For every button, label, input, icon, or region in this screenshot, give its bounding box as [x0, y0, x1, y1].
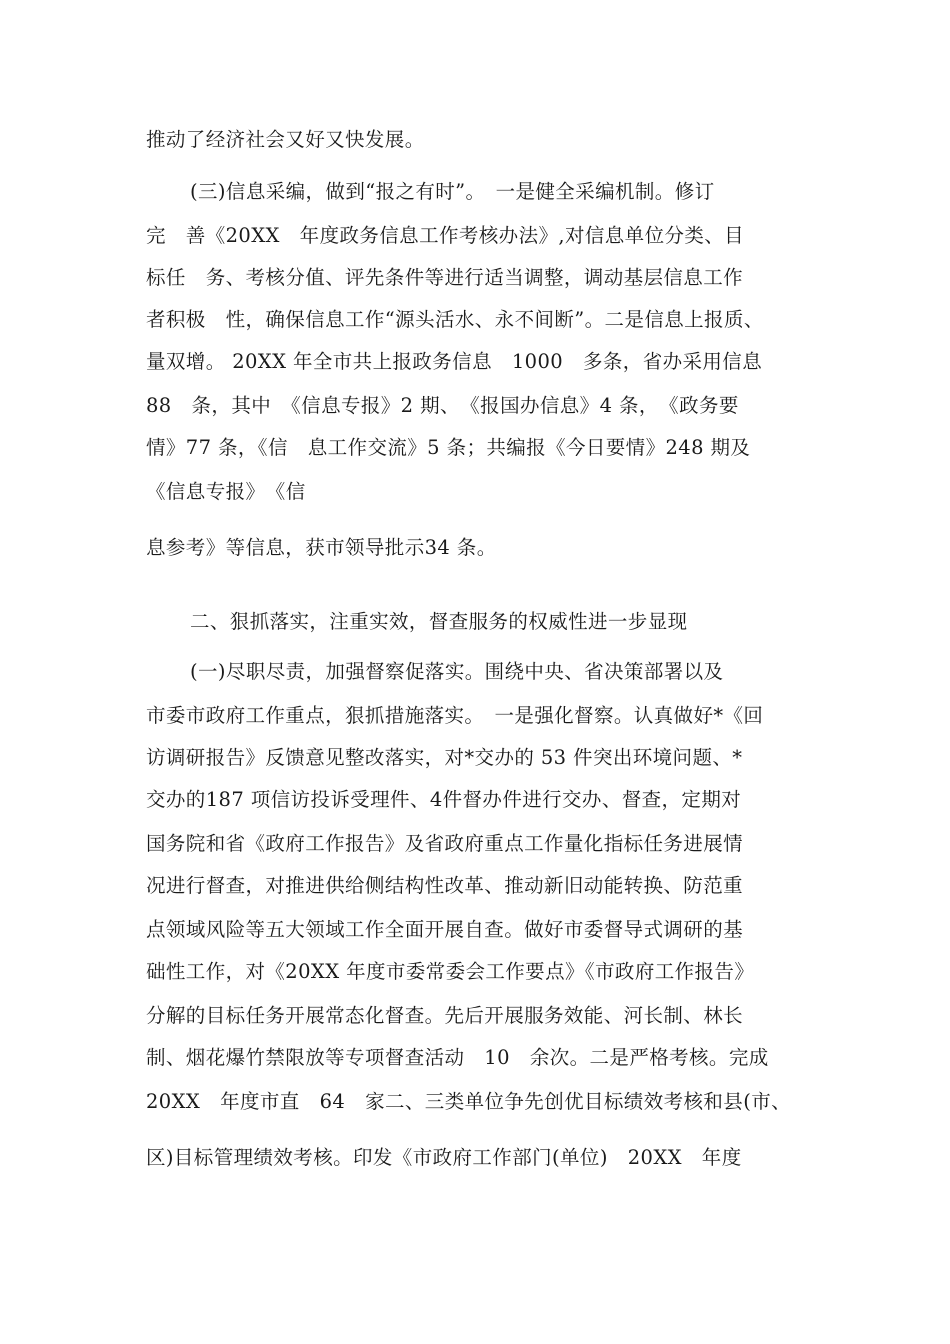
text-line: 制、烟花爆竹禁限放等专项督查活动 10 余次。二是严格考核。完成: [146, 1046, 769, 1069]
text-line: 20XX 年度市直 64 家二、三类单位争先创优目标绩效考核和县(市、: [146, 1090, 791, 1113]
text-line: 标任 务、考核分值、评先条件等进行适当调整，调动基层信息工作: [146, 266, 744, 289]
subsection-heading-1: (一)尽职尽责，加强督察促落实。围绕中央、省决策部署以及: [190, 660, 724, 683]
text-line: 者积极 性，确保信息工作“源头活水、永不间断”。二是信息上报质、: [146, 308, 764, 331]
section-heading-3: (三)信息采编，做到“报之有时”。 一是健全采编机制。修订: [190, 180, 715, 203]
text-line: 况进行督查，对推进供给侧结构性改革、推动新旧动能转换、防范重: [146, 874, 744, 897]
text-line: 情》77 条，《信 息工作交流》5 条；共编报《今日要情》248 期及: [146, 436, 751, 459]
text-line: 《信息专报》 《信: [146, 480, 306, 503]
text-line: 访调研报告》反馈意见整改落实，对*交办的 53 件突出环境问题、*: [146, 746, 743, 769]
section-heading-2: 二、狠抓落实，注重实效，督查服务的权威性进一步显现: [190, 610, 688, 633]
text-line: 息参考》等信息，获市领导批示34 条。: [146, 536, 497, 559]
text-line: 点领域风险等五大领域工作全面开展自查。做好市委督导式调研的基: [146, 918, 744, 941]
text-line: 国务院和省《政府工作报告》及省政府重点工作量化指标任务进展情: [146, 832, 744, 855]
text-line: 础性工作，对《20XX 年度市委常委会工作要点》《市政府工作报告》: [146, 960, 755, 983]
text-line: 推动了经济社会又好又快发展。: [146, 128, 425, 151]
text-line: 分解的目标任务开展常态化督查。先后开展服务效能、河长制、林长: [146, 1004, 744, 1027]
text-line: 量双增。 20XX 年全市共上报政务信息 1000 多条，省办采用信息: [146, 350, 763, 373]
text-line: 区)目标管理绩效考核。印发《市政府工作部门(单位) 20XX 年度: [146, 1146, 742, 1169]
text-line: 交办的187 项信访投诉受理件、4件督办件进行交办、督查，定期对: [146, 788, 742, 811]
text-line: 88 条，其中 《信息专报》2 期、 《报国办信息》4 条， 《政务要: [146, 394, 739, 417]
text-line: 市委市政府工作重点，狠抓措施落实。 一是强化督察。认真做好*《回: [146, 704, 764, 727]
text-line: 完 善《20XX 年度政务信息工作考核办法》,对信息单位分类、目: [146, 224, 745, 247]
